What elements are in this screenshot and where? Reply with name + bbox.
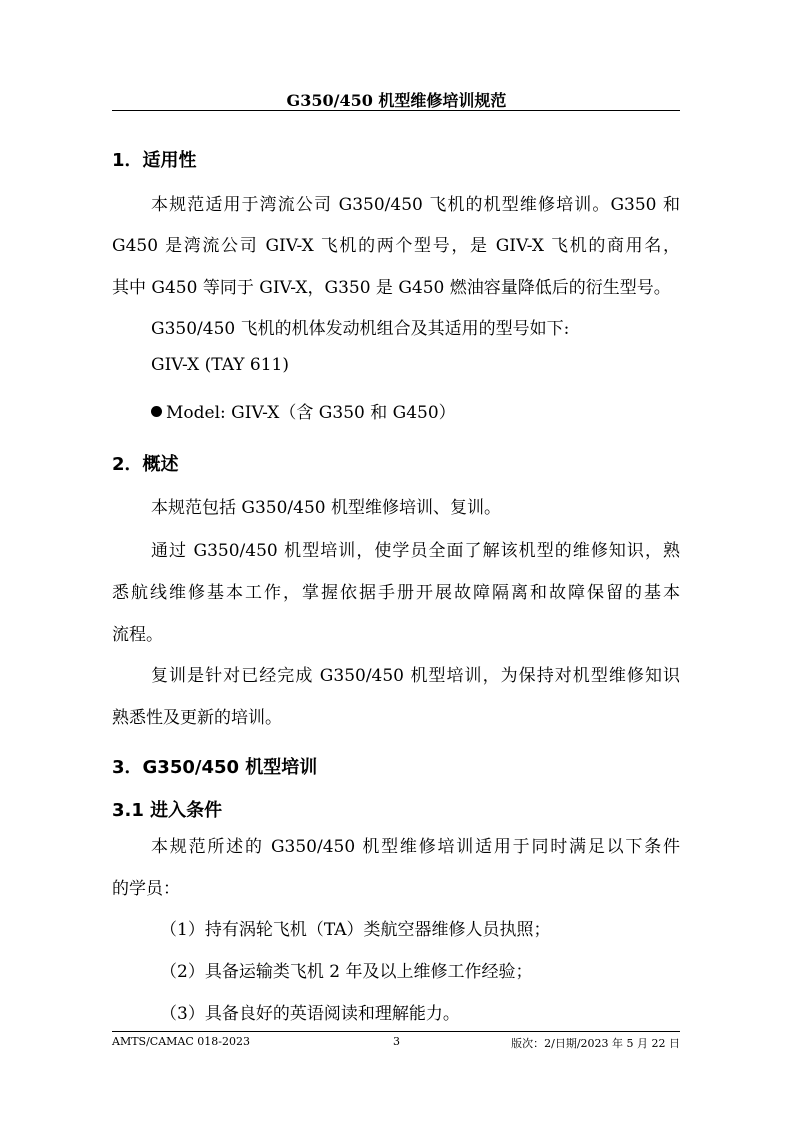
- footer-rule: [112, 1031, 680, 1032]
- paragraph-line: 流程。: [112, 625, 163, 645]
- footer-doc-id: AMTS/CAMAC 018-2023: [112, 1035, 250, 1048]
- paragraph-line: 通过 G350/450 机型培训，使学员全面了解该机型的维修知识，熟: [151, 541, 680, 561]
- paragraph-line: G350/450 飞机的机体发动机组合及其适用的型号如下:: [151, 319, 570, 339]
- subsection-heading-3-1: 3.1 进入条件: [112, 800, 223, 821]
- page-header-title: G350/450 机型维修培训规范: [286, 91, 507, 110]
- bullet-text: Model: GIV-X（含 G350 和 G450）: [166, 403, 456, 423]
- paragraph-line: 的学员：: [112, 879, 180, 899]
- footer-version: 版次：2/日期/2023 年 5 月 22 日: [511, 1037, 680, 1050]
- paragraph-line: 本规范包括 G350/450 机型维修培训、复训。: [151, 498, 502, 518]
- paragraph-line: 复训是针对已经完成 G350/450 机型培训，为保持对机型维修知识: [151, 666, 680, 686]
- paragraph-line: 熟悉性及更新的培训。: [112, 708, 282, 728]
- paragraph-line: 本规范适用于湾流公司 G350/450 飞机的机型维修培训。G350 和: [151, 195, 680, 215]
- section-heading-1: 1．适用性: [112, 150, 197, 171]
- paragraph-line: 悉航线维修基本工作，掌握依据手册开展故障隔离和故障保留的基本: [112, 583, 680, 603]
- header-rule: [112, 110, 680, 111]
- bullet-item: [151, 398, 680, 423]
- list-item: （1）持有涡轮飞机（TA）类航空器维修人员执照；: [160, 920, 551, 940]
- paragraph-line: G450 是湾流公司 GIV-X 飞机的两个型号，是 GIV-X 飞机的商用名，: [112, 236, 680, 256]
- paragraph-line: 其中 G450 等同于 GIV-X，G350 是 G450 燃油容量降低后的衍生型号。: [112, 278, 671, 298]
- paragraph-line: 本规范所述的 G350/450 机型维修培训适用于同时满足以下条件: [151, 837, 680, 857]
- list-item: （2）具备运输类飞机 2 年及以上维修工作经验；: [160, 962, 533, 982]
- list-item: （3）具备良好的英语阅读和理解能力。: [160, 1004, 460, 1024]
- footer-page-number: 3: [393, 1035, 400, 1048]
- section-heading-3: 3．G350/450 机型培训: [112, 757, 318, 778]
- bullet-icon: [151, 406, 162, 417]
- paragraph-line: GIV-X (TAY 611): [151, 355, 289, 375]
- section-heading-2: 2．概述: [112, 454, 179, 475]
